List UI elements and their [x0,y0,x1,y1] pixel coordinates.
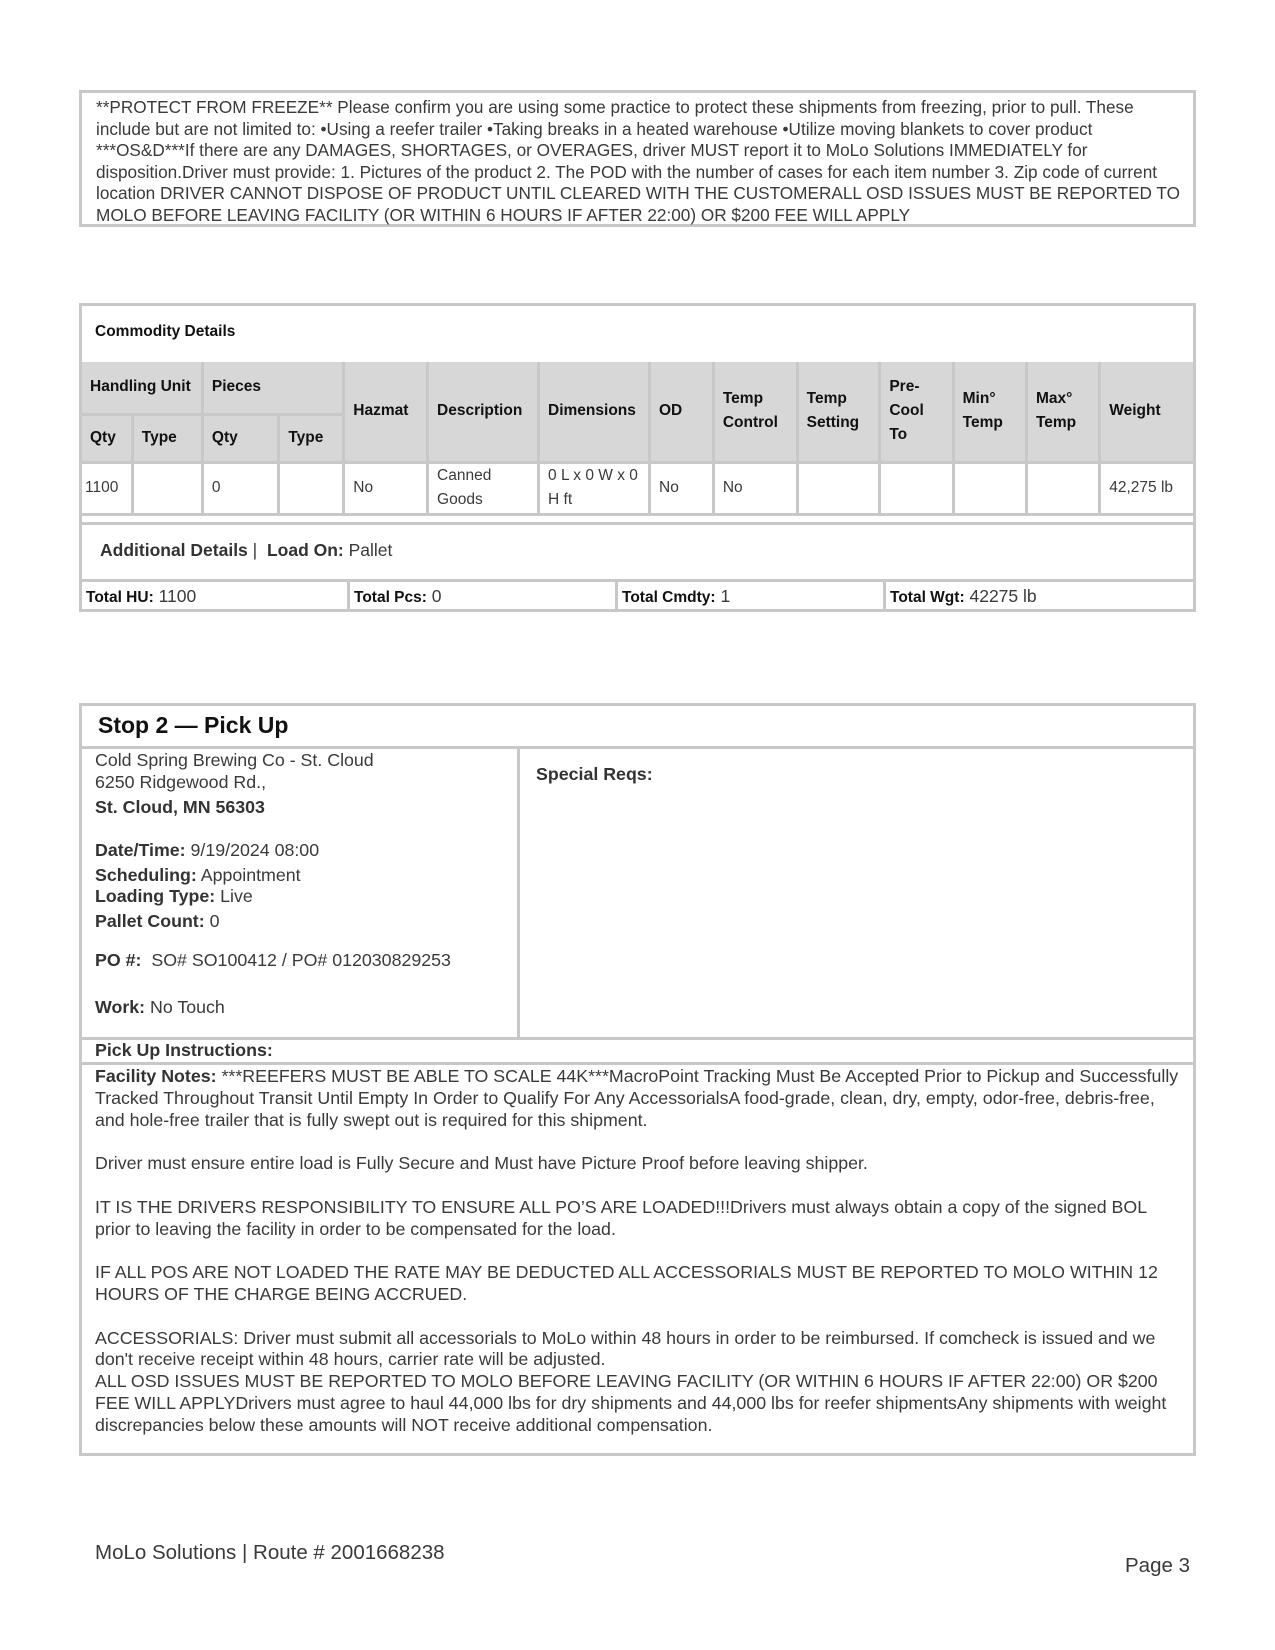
po-value: SO# SO100412 / PO# 012030829253 [151,950,451,970]
loading-type-value: Live [220,886,253,906]
header-weight: Weight [1100,362,1193,462]
po-row [95,950,451,971]
instruction-paragraph: Driver must ensure entire load is Fully Secure and Must have Picture Proof before leaving shipper. [95,1153,868,1174]
pickup-instructions-label: Pick Up Instructions: [95,1040,273,1060]
po-label: PO #: [95,950,142,970]
scheduling-label: Scheduling: [95,865,197,885]
total-hu-value: 1100 [158,586,197,606]
total-wgt [886,582,1193,612]
cell-pcs-type [279,462,344,514]
cell-temp-setting [797,462,880,514]
additional-details-separator: | [252,540,258,560]
divider [82,1062,1193,1065]
load-on-value: Pallet [348,540,393,560]
header-max-temp: Max° Temp [1026,362,1099,462]
total-pcs-label: Total Pcs: [354,589,427,606]
special-reqs-panel [520,749,1193,1037]
additional-details-label: Additional Details [100,540,248,560]
header-od: OD [650,362,714,462]
header-min-temp: Min° Temp [953,362,1026,462]
header-hazmat: Hazmat [344,362,428,462]
totals-row [82,579,1193,612]
header-pieces: Pieces [202,362,343,414]
instruction-paragraph: IT IS THE DRIVERS RESPONSIBILITY TO ENSURE ALL PO’S ARE LOADED!!!Drivers must always obtain a copy of the signed BOL prior to leaving the facility in order to be compensated for the load. [95,1196,1147,1239]
pallet-count-value: 0 [209,911,220,931]
instruction-paragraph: IF ALL POS ARE NOT LOADED THE RATE MAY BE DEDUCTED ALL ACCESSORIALS MUST BE REPORTED TO MOLO WITHIN 12 HOURS OF THE CHARGE BEING ACCRUED. [95,1262,1158,1304]
total-pcs-value: 0 [431,586,442,606]
total-hu [82,582,350,612]
header-temp-control: Temp Control [713,362,797,462]
header-dimensions: Dimensions [539,362,650,462]
page-number: Page 3 [1125,1554,1190,1577]
commodity-table [82,362,1193,516]
total-hu-label: Total HU: [86,589,154,606]
address-line: 6250 Ridgewood Rd., [95,772,267,792]
work-value: No Touch [150,997,225,1017]
stop-2-section [79,703,1196,1456]
cell-description: Canned Goods [428,462,539,514]
work-label: Work: [95,997,146,1017]
footer-route: MoLo Solutions | Route # 2001668238 [95,1541,445,1564]
special-reqs-label: Special Reqs: [536,764,653,784]
company-name: Cold Spring Brewing Co - St. Cloud [95,750,374,770]
table-row [82,462,1193,514]
loading-type-label: Loading Type: [95,886,216,906]
datetime-value: 9/19/2024 08:00 [190,840,320,860]
cell-temp-control: No [713,462,797,514]
total-cmdty [618,582,886,612]
header-hu-type: Type [132,414,202,462]
stop-title: Stop 2 — Pick Up [98,712,289,738]
pallet-count-label: Pallet Count: [95,911,205,931]
total-cmdty-label: Total Cmdty: [622,589,716,606]
header-pcs-qty: Qty [202,414,278,462]
cell-od: No [650,462,714,514]
cell-min-temp [953,462,1026,514]
commodity-details-section [79,303,1196,612]
cell-dimensions: 0 L x 0 W x 0 H ft [539,462,650,514]
facility-notes-text: ***REEFERS MUST BE ABLE TO SCALE 44K***MacroPoint Tracking Must Be Accepted Prior to Pickup and Successfully Tracked Throughout Transit Until Empty In Order to Qualify For Any AccessorialsA food-grade, clean, dry, empty, odor-free, debris-free, and hole-free trailer that is fully swept out is required for this shipment. [95,1066,1179,1130]
scheduling-row [95,865,301,886]
pallet-count-row [95,911,220,932]
total-pcs [350,582,618,612]
city-state-zip: St. Cloud, MN 56303 [95,797,265,817]
cell-hu-type [132,462,202,514]
facility-notes [95,1066,1185,1131]
cell-hu-qty: 1100 [82,462,132,514]
instruction-paragraph: ALL OSD ISSUES MUST BE REPORTED TO MOLO BEFORE LEAVING FACILITY (OR WITHIN 6 HOURS IF AFTER 22:00) OR $200 FEE WILL APPLYDrivers must agree to haul 44,000 lbs for dry shipments and 44,000 lbs for reefer shipmentsAny shipments with weight discrepancies below these amounts will NOT receive additional compensation. [95,1371,1167,1435]
total-cmdty-value: 1 [720,586,731,606]
header-description: Description [428,362,539,462]
header-temp-setting: Temp Setting [797,362,880,462]
loading-type-row [95,886,253,907]
load-on-label: Load On: [266,540,344,560]
cell-pre-cool [880,462,953,514]
total-wgt-value: 42275 lb [969,586,1037,606]
scheduling-value: Appointment [200,865,301,885]
header-pcs-type: Type [279,414,344,462]
stop-details [82,749,520,1037]
freeze-notice [79,90,1196,227]
additional-details [82,522,1193,579]
total-wgt-label: Total Wgt: [890,589,965,606]
cell-pcs-qty: 0 [202,462,278,514]
commodity-details-title: Commodity Details [95,323,236,340]
datetime-row [95,840,319,861]
pickup-instructions [95,1066,1185,1437]
facility-notes-label: Facility Notes: [95,1066,217,1086]
work-row [95,997,225,1018]
cell-max-temp [1026,462,1099,514]
header-hu-qty: Qty [82,414,132,462]
cell-weight: 42,275 lb [1100,462,1193,514]
header-pre-cool: Pre-Cool To [880,362,953,462]
header-handling-unit: Handling Unit [82,362,202,414]
datetime-label: Date/Time: [95,840,186,860]
cell-hazmat: No [344,462,428,514]
instruction-paragraph: ACCESSORIALS: Driver must submit all accessorials to MoLo within 48 hours in order to be reimbursed. If comcheck is issued and we don't receive receipt within 48 hours, carrier rate will be adjusted. [95,1327,1156,1370]
freeze-notice-text: **PROTECT FROM FREEZE** Please confirm you are using some practice to protect these shipments from freezing, prior to pull. These include but are not limited to: •Using a reefer trailer •Taking breaks in a heated warehouse •Utilize moving blankets to cover product ***OS&D***If there are any DAMAGES, SHORTAGES, or OVERAGES, driver MUST report it to MoLo Solutions IMMEDIATELY for disposition.Driver must provide: 1. Pictures of the product 2. The POD with the number of cases for each item number 3. Zip code of current location DRIVER CANNOT DISPOSE OF PRODUCT UNTIL CLEARED WITH THE CUSTOMERALL OSD ISSUES MUST BE REPORTED TO MOLO BEFORE LEAVING FACILITY (OR WITHIN 6 HOURS IF AFTER 22:00) OR $200 FEE WILL APPLY [96,97,1180,225]
